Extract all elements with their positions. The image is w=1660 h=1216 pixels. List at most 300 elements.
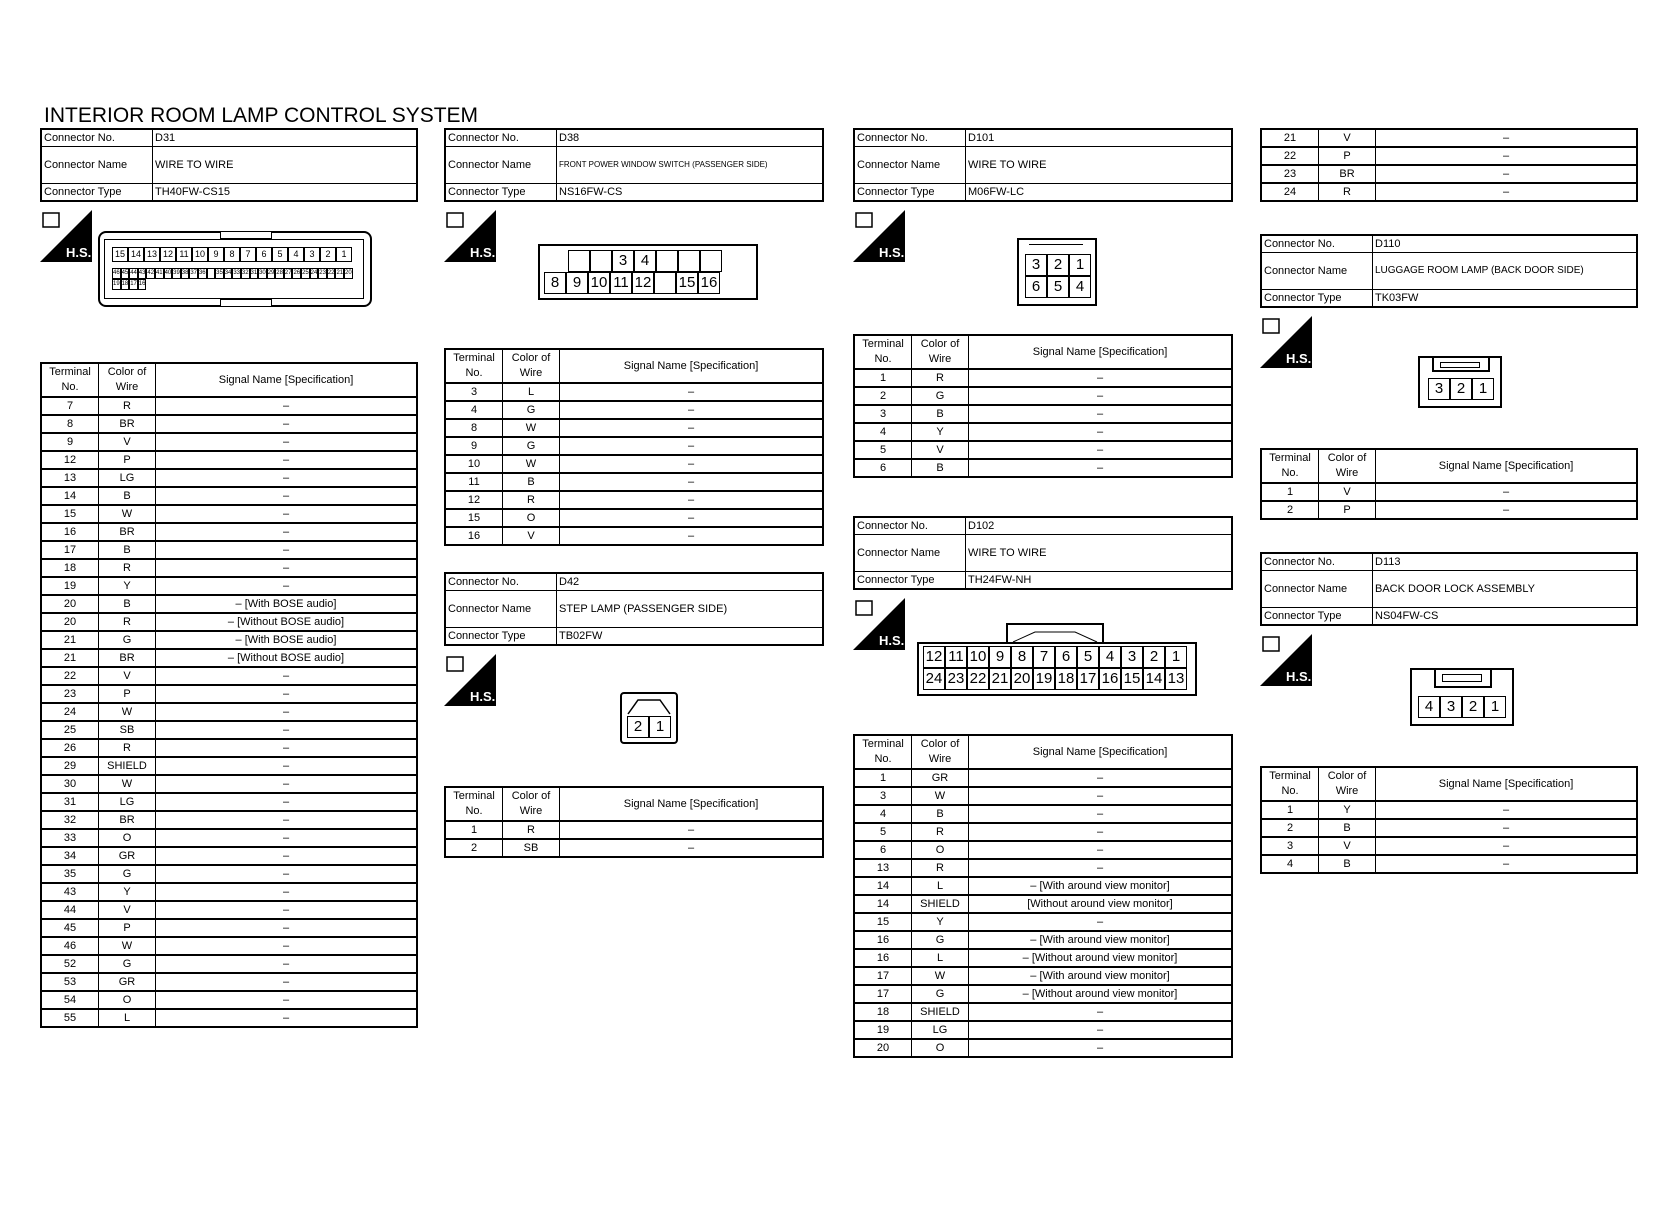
terminal-no-cell: 23 bbox=[1261, 165, 1319, 183]
pin-cell: 32 bbox=[241, 268, 250, 279]
table-row bbox=[854, 949, 1232, 967]
terminal-no-cell: 4 bbox=[854, 805, 912, 823]
signal-name-cell: – bbox=[1376, 501, 1638, 519]
label-connector-type: Connector Type bbox=[445, 184, 557, 202]
connector-name: BACK DOOR LOCK ASSEMBLY bbox=[1373, 571, 1638, 608]
wire-color-cell: V bbox=[99, 433, 156, 451]
table-row bbox=[41, 469, 417, 487]
table-row bbox=[854, 1003, 1232, 1021]
pin-cell: 4 bbox=[1418, 696, 1440, 718]
pin-cell: 6 bbox=[1055, 646, 1077, 668]
wire-color-cell: BR bbox=[99, 811, 156, 829]
signal-name-cell: – bbox=[560, 527, 824, 545]
terminal-no-cell: 1 bbox=[1261, 483, 1319, 501]
col-color: Color of Wire bbox=[1319, 767, 1376, 801]
signal-name-cell: – bbox=[156, 847, 418, 865]
pin-cell: 1 bbox=[336, 247, 352, 262]
wire-color-cell: B bbox=[1319, 855, 1376, 873]
table-row bbox=[41, 757, 417, 775]
terminal-no-cell: 4 bbox=[1261, 855, 1319, 873]
terminal-no-cell: 45 bbox=[41, 919, 99, 937]
col-signal: Signal Name [Specification] bbox=[969, 735, 1233, 769]
terminal-no-cell: 44 bbox=[41, 901, 99, 919]
wire-color-cell: W bbox=[503, 419, 560, 437]
terminal-no-cell: 4 bbox=[854, 423, 912, 441]
table-row bbox=[41, 937, 417, 955]
pin-cell: 28 bbox=[275, 268, 284, 279]
col-terminal-no: Terminal No. bbox=[854, 735, 912, 769]
pin-cell: 8 bbox=[544, 272, 566, 294]
wire-color-cell: R bbox=[503, 491, 560, 509]
signal-name-cell: – bbox=[969, 787, 1233, 805]
label-connector-no: Connector No. bbox=[445, 129, 557, 147]
terminal-no-cell: 3 bbox=[854, 787, 912, 805]
table-row bbox=[445, 509, 823, 527]
table-row bbox=[41, 487, 417, 505]
pin-cell: 2 bbox=[1047, 254, 1069, 276]
signal-name-cell: – bbox=[156, 397, 418, 415]
pin-cell: 23 bbox=[318, 268, 327, 279]
terminal-no-cell: 4 bbox=[445, 401, 503, 419]
pin-cell: 31 bbox=[250, 268, 259, 279]
pin-cell: 22 bbox=[967, 668, 989, 690]
wire-color-cell: V bbox=[99, 901, 156, 919]
wire-color-cell: L bbox=[503, 383, 560, 401]
pin-cell: 3 bbox=[304, 247, 320, 262]
signal-name-cell: – bbox=[156, 721, 418, 739]
wire-color-cell: R bbox=[912, 369, 969, 387]
signal-name-cell: – [With around view monitor] bbox=[969, 931, 1233, 949]
pin-cell: 6 bbox=[1025, 276, 1047, 298]
signal-name-cell: – [Without around view monitor] bbox=[969, 985, 1233, 1003]
signal-name-cell: – bbox=[156, 955, 418, 973]
signal-name-cell: – bbox=[1376, 801, 1638, 819]
terminal-no-cell: 3 bbox=[445, 383, 503, 401]
terminal-no-cell: 30 bbox=[41, 775, 99, 793]
signal-name-cell: – bbox=[560, 821, 824, 839]
connector-face-d38 bbox=[538, 244, 758, 300]
wire-color-cell: V bbox=[99, 667, 156, 685]
wire-color-cell: GR bbox=[912, 769, 969, 787]
terminal-no-cell: 9 bbox=[41, 433, 99, 451]
table-row bbox=[41, 559, 417, 577]
wire-color-cell: LG bbox=[99, 793, 156, 811]
terminal-no-cell: 26 bbox=[41, 739, 99, 757]
pin-cell: 34 bbox=[224, 268, 233, 279]
wire-color-cell: W bbox=[503, 455, 560, 473]
table-row bbox=[854, 1021, 1232, 1039]
table-row bbox=[41, 613, 417, 631]
pin-cell: 12 bbox=[160, 247, 176, 262]
connector-type: TK03FW bbox=[1373, 290, 1638, 308]
label-connector-name: Connector Name bbox=[854, 147, 966, 184]
terminal-no-cell: 12 bbox=[41, 451, 99, 469]
signal-name-cell: – bbox=[156, 775, 418, 793]
wire-color-cell: O bbox=[503, 509, 560, 527]
terminal-no-cell: 52 bbox=[41, 955, 99, 973]
pin-cell: 27 bbox=[284, 268, 293, 279]
terminal-table-d113 bbox=[1260, 766, 1638, 874]
terminal-no-cell: 2 bbox=[854, 387, 912, 405]
pin-cell: 18 bbox=[121, 279, 130, 290]
terminal-no-cell: 34 bbox=[41, 847, 99, 865]
signal-name-cell: – bbox=[1376, 483, 1638, 501]
wire-color-cell: SHIELD bbox=[912, 1003, 969, 1021]
pin-cell: 7 bbox=[1033, 646, 1055, 668]
table-row bbox=[41, 991, 417, 1009]
pin-cell: 8 bbox=[224, 247, 240, 262]
pin-cell: 8 bbox=[1011, 646, 1033, 668]
label-connector-name: Connector Name bbox=[1261, 253, 1373, 290]
terminal-no-cell: 1 bbox=[1261, 801, 1319, 819]
table-row bbox=[1261, 819, 1637, 837]
connector-name: LUGGAGE ROOM LAMP (BACK DOOR SIDE) bbox=[1373, 253, 1638, 290]
table-row bbox=[445, 455, 823, 473]
pin-cell: 10 bbox=[967, 646, 989, 668]
terminal-no-cell: 10 bbox=[445, 455, 503, 473]
wire-color-cell: G bbox=[99, 865, 156, 883]
pin-cell: 14 bbox=[128, 247, 144, 262]
wire-color-cell: B bbox=[99, 541, 156, 559]
pin-cell: 1 bbox=[1484, 696, 1506, 718]
table-row bbox=[41, 919, 417, 937]
terminal-no-cell: 9 bbox=[445, 437, 503, 455]
wire-color-cell: G bbox=[912, 387, 969, 405]
table-row bbox=[41, 901, 417, 919]
signal-name-cell: – bbox=[560, 383, 824, 401]
signal-name-cell: – [With BOSE audio] bbox=[156, 595, 418, 613]
table-row bbox=[445, 821, 823, 839]
signal-name-cell: – bbox=[969, 1003, 1233, 1021]
table-row bbox=[854, 931, 1232, 949]
pin-cell: 41 bbox=[155, 268, 164, 279]
label-connector-no: Connector No. bbox=[1261, 235, 1373, 253]
table-row bbox=[41, 451, 417, 469]
terminal-table-d38 bbox=[444, 348, 824, 546]
wire-color-cell: Y bbox=[912, 913, 969, 931]
terminal-no-cell: 16 bbox=[854, 949, 912, 967]
pin-cell: 3 bbox=[612, 250, 634, 272]
wire-color-cell: Y bbox=[1319, 801, 1376, 819]
terminal-no-cell: 5 bbox=[854, 441, 912, 459]
signal-name-cell: [Without around view monitor] bbox=[969, 895, 1233, 913]
pin-cell: 29 bbox=[267, 268, 276, 279]
pin-cell: 45 bbox=[121, 268, 130, 279]
wire-color-cell: SB bbox=[99, 721, 156, 739]
table-row bbox=[1261, 855, 1637, 873]
wire-color-cell: L bbox=[99, 1009, 156, 1027]
wire-color-cell: Y bbox=[99, 577, 156, 595]
wire-color-cell: L bbox=[912, 949, 969, 967]
table-row bbox=[854, 805, 1232, 823]
wire-color-cell: BR bbox=[99, 415, 156, 433]
table-row bbox=[854, 441, 1232, 459]
label-connector-type: Connector Type bbox=[854, 184, 966, 202]
pin-cell: 44 bbox=[129, 268, 138, 279]
wire-color-cell: LG bbox=[99, 469, 156, 487]
label-connector-name: Connector Name bbox=[41, 147, 153, 184]
table-row bbox=[445, 527, 823, 545]
pin-cell: 26 bbox=[292, 268, 301, 279]
signal-name-cell: – bbox=[1376, 129, 1638, 147]
wire-color-cell: R bbox=[99, 559, 156, 577]
pin-cell bbox=[568, 250, 590, 272]
terminal-no-cell: 14 bbox=[854, 877, 912, 895]
table-row bbox=[445, 491, 823, 509]
terminal-no-cell: 13 bbox=[41, 469, 99, 487]
table-row bbox=[445, 437, 823, 455]
connector-no: D110 bbox=[1373, 235, 1638, 253]
pin-cell: 6 bbox=[256, 247, 272, 262]
table-row bbox=[1261, 129, 1637, 147]
wire-color-cell: O bbox=[99, 829, 156, 847]
label-connector-no: Connector No. bbox=[854, 129, 966, 147]
signal-name-cell: – bbox=[156, 505, 418, 523]
connector-type: TH40FW-CS15 bbox=[153, 184, 418, 202]
terminal-no-cell: 24 bbox=[1261, 183, 1319, 201]
table-row bbox=[1261, 501, 1637, 519]
terminal-no-cell: 15 bbox=[445, 509, 503, 527]
connector-no: D101 bbox=[966, 129, 1233, 147]
signal-name-cell: – bbox=[156, 901, 418, 919]
wire-color-cell: BR bbox=[1319, 165, 1376, 183]
connector-type: TB02FW bbox=[557, 628, 824, 646]
pin-cell: 5 bbox=[1077, 646, 1099, 668]
terminal-no-cell: 18 bbox=[41, 559, 99, 577]
terminal-no-cell: 16 bbox=[854, 931, 912, 949]
connector-d102-continued bbox=[1260, 128, 1638, 202]
signal-name-cell: – [Without BOSE audio] bbox=[156, 649, 418, 667]
terminal-no-cell: 6 bbox=[854, 459, 912, 477]
table-row bbox=[41, 577, 417, 595]
col-terminal-no: Terminal No. bbox=[445, 349, 503, 383]
terminal-table-d110 bbox=[1260, 448, 1638, 520]
wire-color-cell: SHIELD bbox=[912, 895, 969, 913]
pin-cell: 9 bbox=[566, 272, 588, 294]
table-row bbox=[41, 541, 417, 559]
pin-cell: 17 bbox=[129, 279, 138, 290]
terminal-no-cell: 17 bbox=[854, 967, 912, 985]
terminal-no-cell: 21 bbox=[41, 631, 99, 649]
pin-cell: 13 bbox=[144, 247, 160, 262]
table-row bbox=[854, 769, 1232, 787]
table-row bbox=[1261, 147, 1637, 165]
connector-face-d113 bbox=[1410, 668, 1514, 726]
terminal-no-cell: 43 bbox=[41, 883, 99, 901]
signal-name-cell: – bbox=[156, 487, 418, 505]
table-row bbox=[854, 369, 1232, 387]
signal-name-cell: – bbox=[156, 433, 418, 451]
terminal-no-cell: 55 bbox=[41, 1009, 99, 1027]
table-row bbox=[41, 1009, 417, 1027]
col-signal: Signal Name [Specification] bbox=[969, 335, 1233, 369]
table-row bbox=[41, 973, 417, 991]
harness-side-icon bbox=[1260, 634, 1312, 686]
table-row bbox=[41, 505, 417, 523]
table-row bbox=[41, 397, 417, 415]
pin-cell: 3 bbox=[1121, 646, 1143, 668]
svg-text:H.S.: H.S. bbox=[1286, 669, 1312, 684]
pin-cell bbox=[678, 250, 700, 272]
connector-type: NS04FW-CS bbox=[1373, 608, 1638, 626]
terminal-no-cell: 23 bbox=[41, 685, 99, 703]
pin-cell: 5 bbox=[1047, 276, 1069, 298]
table-row bbox=[445, 401, 823, 419]
col-color: Color of Wire bbox=[503, 787, 560, 821]
label-connector-type: Connector Type bbox=[41, 184, 153, 202]
terminal-no-cell: 1 bbox=[854, 769, 912, 787]
terminal-no-cell: 15 bbox=[41, 505, 99, 523]
harness-side-icon bbox=[853, 210, 905, 262]
signal-name-cell: – bbox=[560, 491, 824, 509]
wire-color-cell: R bbox=[912, 859, 969, 877]
signal-name-cell: – bbox=[1376, 183, 1638, 201]
signal-name-cell: – bbox=[560, 401, 824, 419]
signal-name-cell: – bbox=[156, 577, 418, 595]
label-connector-type: Connector Type bbox=[445, 628, 557, 646]
pin-cell: 4 bbox=[288, 247, 304, 262]
col-signal: Signal Name [Specification] bbox=[156, 363, 418, 397]
wire-color-cell: GR bbox=[99, 973, 156, 991]
terminal-no-cell: 2 bbox=[445, 839, 503, 857]
pin-cell bbox=[700, 250, 722, 272]
connector-header bbox=[853, 128, 1233, 202]
label-connector-name: Connector Name bbox=[445, 147, 557, 184]
wire-color-cell: W bbox=[99, 775, 156, 793]
terminal-no-cell: 3 bbox=[854, 405, 912, 423]
wire-color-cell: Y bbox=[912, 423, 969, 441]
wire-color-cell: R bbox=[503, 821, 560, 839]
wire-color-cell: B bbox=[912, 805, 969, 823]
wire-color-cell: R bbox=[1319, 183, 1376, 201]
terminal-no-cell: 17 bbox=[854, 985, 912, 1003]
connector-d31 bbox=[40, 128, 418, 1028]
terminal-no-cell: 8 bbox=[41, 415, 99, 433]
terminal-no-cell: 18 bbox=[854, 1003, 912, 1021]
wire-color-cell: W bbox=[912, 967, 969, 985]
connector-header bbox=[40, 128, 418, 202]
svg-text:H.S.: H.S. bbox=[470, 245, 496, 260]
signal-name-cell: – bbox=[969, 823, 1233, 841]
label-connector-name: Connector Name bbox=[854, 535, 966, 572]
wire-color-cell: R bbox=[99, 397, 156, 415]
page-title: INTERIOR ROOM LAMP CONTROL SYSTEM bbox=[44, 104, 479, 127]
label-connector-type: Connector Type bbox=[1261, 608, 1373, 626]
pin-cell: 21 bbox=[989, 668, 1011, 690]
connector-name: WIRE TO WIRE bbox=[966, 535, 1233, 572]
pin-cell: 24 bbox=[923, 668, 945, 690]
connector-d110 bbox=[1260, 234, 1638, 520]
col-color: Color of Wire bbox=[912, 735, 969, 769]
table-row bbox=[41, 811, 417, 829]
pin-cell: 3 bbox=[1440, 696, 1462, 718]
wire-color-cell: B bbox=[99, 487, 156, 505]
table-row bbox=[854, 387, 1232, 405]
wire-color-cell: Y bbox=[99, 883, 156, 901]
col-signal: Signal Name [Specification] bbox=[1376, 767, 1638, 801]
signal-name-cell: – bbox=[560, 437, 824, 455]
connector-d42 bbox=[444, 572, 824, 858]
pin-cell: 42 bbox=[146, 268, 155, 279]
label-connector-type: Connector Type bbox=[854, 572, 966, 590]
pin-cell: 2 bbox=[1143, 646, 1165, 668]
terminal-no-cell: 54 bbox=[41, 991, 99, 1009]
table-row bbox=[445, 419, 823, 437]
terminal-no-cell: 17 bbox=[41, 541, 99, 559]
wire-color-cell: G bbox=[99, 631, 156, 649]
pin-cell: 2 bbox=[320, 247, 336, 262]
wire-color-cell: R bbox=[912, 823, 969, 841]
terminal-no-cell: 20 bbox=[41, 595, 99, 613]
signal-name-cell: – [With BOSE audio] bbox=[156, 631, 418, 649]
wire-color-cell: R bbox=[99, 739, 156, 757]
table-row bbox=[854, 841, 1232, 859]
table-row bbox=[445, 383, 823, 401]
table-row bbox=[41, 883, 417, 901]
terminal-no-cell: 11 bbox=[445, 473, 503, 491]
terminal-no-cell: 12 bbox=[445, 491, 503, 509]
signal-name-cell: – bbox=[1376, 837, 1638, 855]
signal-name-cell: – bbox=[1376, 165, 1638, 183]
wire-color-cell: O bbox=[912, 1039, 969, 1057]
wire-color-cell: B bbox=[912, 459, 969, 477]
col-terminal-no: Terminal No. bbox=[445, 787, 503, 821]
pin-cell: 5 bbox=[272, 247, 288, 262]
col-terminal-no: Terminal No. bbox=[854, 335, 912, 369]
table-row bbox=[41, 775, 417, 793]
signal-name-cell: – [Without around view monitor] bbox=[969, 949, 1233, 967]
terminal-no-cell: 33 bbox=[41, 829, 99, 847]
signal-name-cell: – [Without BOSE audio] bbox=[156, 613, 418, 631]
pin-cell: 40 bbox=[164, 268, 173, 279]
terminal-no-cell: 6 bbox=[854, 841, 912, 859]
signal-name-cell: – bbox=[156, 991, 418, 1009]
pin-cell: 20 bbox=[344, 268, 353, 279]
signal-name-cell: – bbox=[969, 805, 1233, 823]
signal-name-cell: – bbox=[156, 883, 418, 901]
pin-cell: 38 bbox=[181, 268, 190, 279]
wire-color-cell: P bbox=[99, 919, 156, 937]
signal-name-cell: – bbox=[560, 509, 824, 527]
table-row bbox=[854, 895, 1232, 913]
connector-name: WIRE TO WIRE bbox=[966, 147, 1233, 184]
table-row bbox=[41, 415, 417, 433]
connector-header bbox=[444, 572, 824, 646]
wire-color-cell: P bbox=[99, 685, 156, 703]
connector-header bbox=[853, 516, 1233, 590]
pin-cell bbox=[654, 272, 676, 294]
terminal-no-cell: 19 bbox=[854, 1021, 912, 1039]
connector-header bbox=[1260, 552, 1638, 626]
col-color: Color of Wire bbox=[1319, 449, 1376, 483]
terminal-no-cell: 19 bbox=[41, 577, 99, 595]
wire-color-cell: SHIELD bbox=[99, 757, 156, 775]
label-connector-no: Connector No. bbox=[1261, 553, 1373, 571]
wire-color-cell: B bbox=[503, 473, 560, 491]
col-signal: Signal Name [Specification] bbox=[560, 349, 824, 383]
connector-no: D42 bbox=[557, 573, 824, 591]
pin-cell: 10 bbox=[588, 272, 610, 294]
table-row bbox=[41, 739, 417, 757]
table-row bbox=[41, 721, 417, 739]
signal-name-cell: – bbox=[969, 387, 1233, 405]
wire-color-cell: G bbox=[503, 401, 560, 419]
table-row bbox=[854, 1039, 1232, 1057]
col-terminal-no: Terminal No. bbox=[1261, 449, 1319, 483]
signal-name-cell: – bbox=[156, 1009, 418, 1027]
col-color: Color of Wire bbox=[912, 335, 969, 369]
signal-name-cell: – bbox=[969, 1039, 1233, 1057]
